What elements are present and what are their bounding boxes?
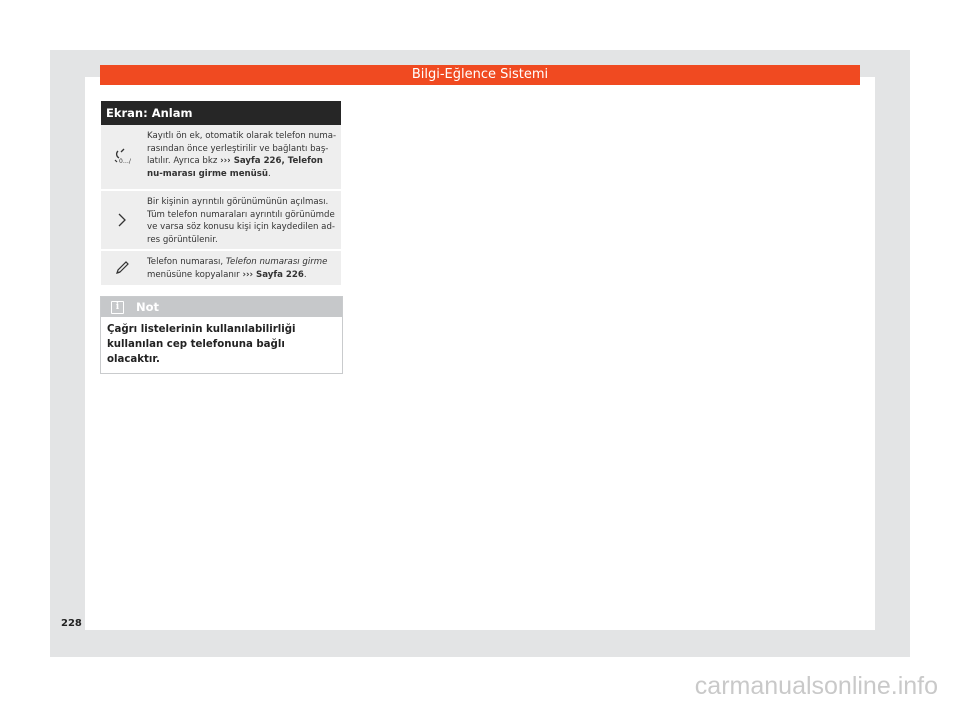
table-row bbox=[101, 191, 341, 251]
pencil-icon bbox=[101, 251, 142, 285]
row-text: Kayıtlı ön ek, otomatik olarak telefon numa-rasından önce yerleştirilir ve bağlantı baş-latılır. Ayrıca bkz ››› Sayfa 226, Telefon nu-marası girme menüsü. bbox=[147, 131, 337, 179]
watermark: carmanualsonline.info bbox=[694, 672, 938, 700]
table-row bbox=[101, 251, 341, 287]
note-title: Not bbox=[136, 300, 160, 314]
phone-edit-prefix-icon bbox=[101, 125, 142, 189]
svg-text:0…/: 0…/ bbox=[118, 158, 131, 165]
table-heading: Ekran: Anlam bbox=[101, 101, 341, 125]
page-number: 228 bbox=[61, 618, 82, 629]
table-row bbox=[101, 125, 341, 191]
section-header: Bilgi-Eğlence Sistemi bbox=[100, 65, 860, 85]
row-text: Bir kişinin ayrıntılı görünümünün açılması. Tüm telefon numaraları ayrıntılı görünümde ve varsa söz konusu kişi için kaydedilen ad-res görüntülenir. bbox=[147, 197, 335, 245]
info-icon: i bbox=[111, 301, 124, 314]
page-reference-link[interactable]: ››› Sayfa 226 bbox=[242, 269, 304, 280]
note-box bbox=[100, 296, 343, 374]
row-text: Telefon numarası, Telefon numarası girme menüsüne kopyalanır ››› Sayfa 226. bbox=[147, 257, 328, 280]
chevron-right-icon bbox=[101, 191, 142, 249]
meaning-table bbox=[101, 101, 341, 287]
note-header bbox=[101, 297, 342, 317]
page-reference-link[interactable]: ››› Sayfa 226, Telefon nu-marası girme menüsü bbox=[147, 156, 323, 179]
note-body: Çağrı listelerinin kullanılabilirliği kullanılan cep telefonuna bağlı olacaktır. bbox=[107, 324, 296, 365]
